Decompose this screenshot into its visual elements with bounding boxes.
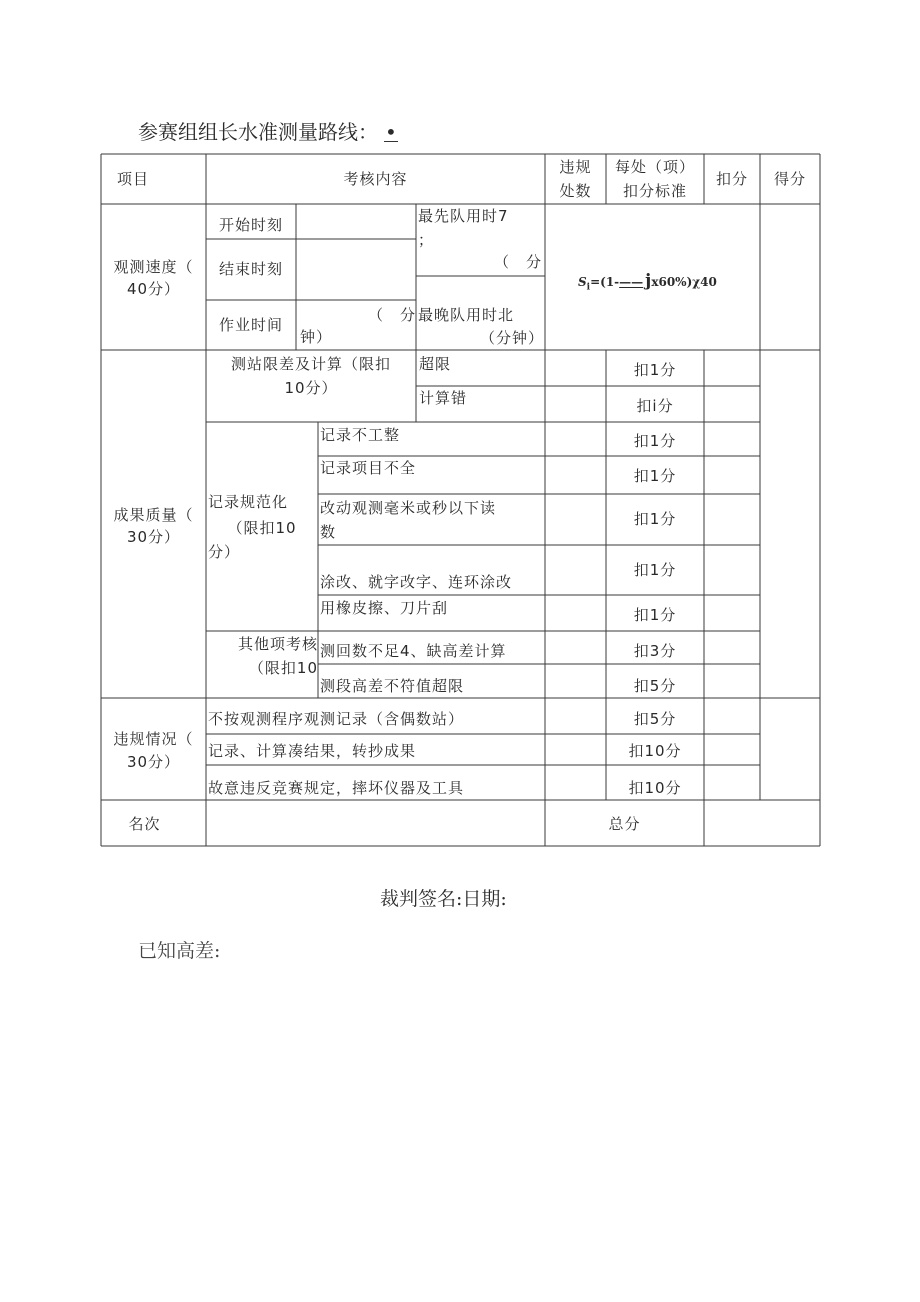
first-team-time-a: 最先队用时7 (418, 207, 509, 225)
record-label-3: 分） (208, 543, 241, 561)
violation-item-standard: 扣10分 (628, 742, 682, 760)
rank-label: 名次 (128, 815, 161, 833)
title-blank-mark: • (385, 120, 397, 144)
station-label-2: 10分） (284, 379, 338, 397)
work-time-unit-a: （ 分 (367, 306, 416, 324)
quality-label-1: 成果质量（ (113, 506, 194, 524)
record-item-text: 改动观测毫米或秒以下读 (320, 499, 497, 517)
known-height-difference: 已知高差: (138, 940, 221, 962)
violation-label-2: 30分） (126, 753, 181, 771)
violation-item-text: 不按观测程序观测记录（含偶数站） (208, 710, 465, 728)
page-title: 参赛组组长水准测量路线： • (138, 120, 397, 144)
end-time-label: 结束时刻 (218, 260, 283, 278)
violation-item-text: 记录、计算凑结果，转抄成果 (208, 742, 417, 760)
record-item-standard: 扣1分 (633, 467, 677, 485)
record-item-text: 涂改、就字改字、连环涂改 (320, 573, 513, 591)
record-label-2: （限扣10 (227, 519, 297, 537)
station-label-1: 测站限差及计算（限扣 (230, 355, 391, 373)
other-item-standard: 扣5分 (633, 677, 677, 695)
violation-item-text: 故意违反竞赛规定，摔坏仪器及工具 (208, 779, 465, 797)
first-team-time-b: ； (418, 231, 435, 249)
record-item-standard: 扣1分 (633, 561, 677, 579)
speed-label-1: 观测速度（ (113, 258, 194, 276)
header-item: 项目 (116, 170, 149, 188)
record-item-text-2: 数 (320, 523, 337, 541)
work-time-label: 作业时间 (218, 316, 283, 334)
record-item-standard: 扣1分 (633, 432, 677, 450)
header-violations-2: 处数 (559, 182, 592, 200)
total-label: 总分 (608, 815, 641, 833)
header-deduct: 扣分 (715, 170, 748, 188)
header-standard-1: 每处（项） (614, 158, 695, 176)
other-item-text: 测回数不足4、缺高差计算 (320, 642, 507, 660)
record-item-text: 记录不工整 (320, 426, 401, 444)
quality-label-2: 30分） (126, 528, 181, 546)
other-item-standard: 扣3分 (633, 642, 677, 660)
header-violations-1: 违规 (559, 158, 592, 176)
record-item-text: 用橡皮擦、刀片刮 (320, 599, 449, 617)
header-content: 考核内容 (343, 170, 408, 188)
station-item-text: 计算错 (419, 389, 468, 407)
last-team-time-b: （分钟） (479, 329, 544, 347)
header-standard-2: 扣分标准 (622, 182, 687, 200)
violation-item-standard: 扣10分 (628, 779, 682, 797)
other-label-2: （限扣10 (248, 659, 318, 677)
record-item-standard: 扣1分 (633, 510, 677, 528)
last-team-time-a: 最晚队用时北 (418, 306, 515, 324)
record-item-standard: 扣1分 (633, 606, 677, 624)
speed-score-formula: $S_i=(1-——$ jx60%)χ40 (578, 271, 717, 293)
work-time-unit-b: 钟） (300, 328, 333, 346)
record-item-text: 记录项目不全 (320, 459, 417, 477)
start-time-label: 开始时刻 (218, 216, 283, 234)
record-label-1: 记录规范化 (208, 493, 289, 511)
station-item-standard: 扣1分 (633, 361, 677, 379)
violation-label-1: 违规情况（ (113, 730, 194, 748)
first-team-time-c: （ 分 (493, 253, 542, 271)
station-item-text: 超限 (419, 355, 452, 373)
other-label-1: 其他项考核 (237, 635, 318, 653)
violation-item-standard: 扣5分 (633, 710, 677, 728)
speed-label-2: 40分） (126, 280, 181, 298)
header-score: 得分 (773, 170, 806, 188)
judge-signature-date: 裁判签名:日期: (380, 888, 507, 910)
other-item-text: 测段高差不符值超限 (320, 677, 465, 695)
station-item-standard: 扣i分 (636, 397, 674, 415)
